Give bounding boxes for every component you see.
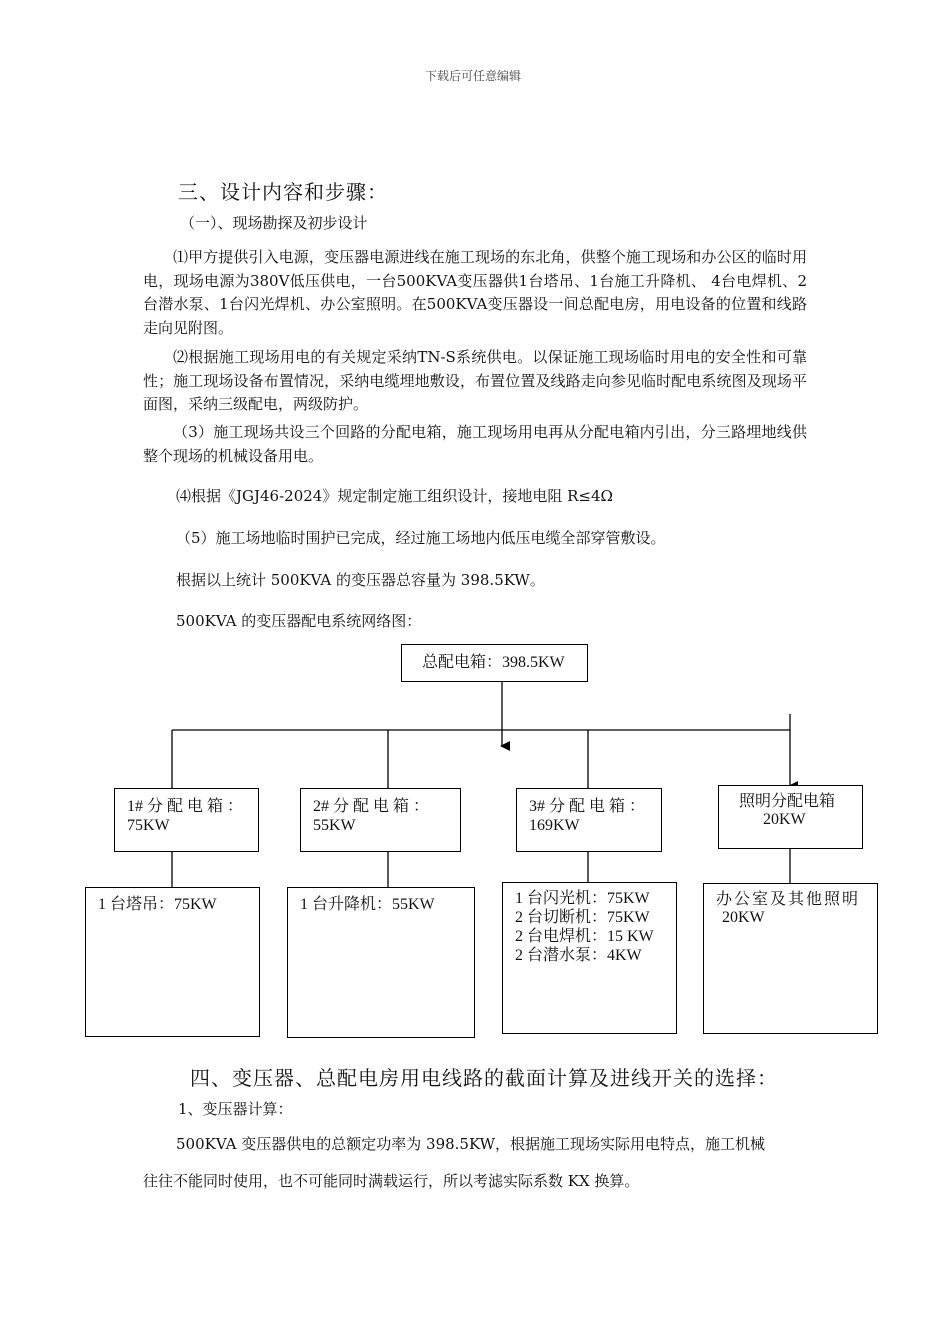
load-box-1 <box>85 887 260 1037</box>
main-box-label: 总配电箱：398.5KW <box>422 654 565 671</box>
sub-box-2 <box>300 788 461 852</box>
sub-box-2-power: 55KW <box>313 817 356 834</box>
load-4-line-1: 办公室及其他照明 <box>716 891 861 908</box>
sub-box-1-title: 1# 分 配 电 箱 ： <box>127 798 244 815</box>
lighting-box-power: 20KW <box>763 811 806 828</box>
section-3-title: 三、设计内容和步骤： <box>178 180 388 204</box>
load-box-4 <box>703 883 878 1034</box>
diagram-caption: 500KVA 的变压器配电系统网络图： <box>176 612 422 630</box>
section-4-title: 四、变压器、总配电房用电线路的截面计算及进线开关的选择： <box>190 1066 778 1090</box>
load-3-line-1: 1 台闪光机：75KW <box>515 890 650 907</box>
subsection-title: （一）、现场勘探及初步设计 <box>180 214 368 232</box>
sub-box-3 <box>516 788 662 852</box>
sub-box-3-power: 169KW <box>529 817 580 834</box>
load-2-line: 1 台升降机：55KW <box>300 896 435 913</box>
page-header: 下载后可任意编辑 <box>425 69 522 83</box>
section-4-para-2: 往往不能同时使用，也不可能同时满载运行，所以考滤实际系数 KX 换算。 <box>143 1172 640 1190</box>
section-4-sub: 1、变压器计算： <box>178 1100 293 1118</box>
load-box-2 <box>287 887 475 1038</box>
section-4-para-1: 500KVA 变压器供电的总额定功率为 398.5KW，根据施工现场实际用电特点，施工机械 <box>176 1135 766 1153</box>
sub-box-2-title: 2# 分 配 电 箱 ： <box>313 798 430 815</box>
paragraph-5: （5）施工场地临时围护已完成，经过施工场地内低压电缆全部穿管敷设。 <box>176 529 666 547</box>
load-3-line-3: 2 台电焊机：15 KW <box>515 928 654 945</box>
main-distribution-box <box>401 644 588 682</box>
load-4-line-2: 20KW <box>722 909 765 926</box>
sub-box-3-title: 3# 分 配 电 箱 ： <box>529 798 646 815</box>
lighting-box-title: 照明分配电箱 <box>739 793 836 810</box>
paragraph-3: （3）施工现场共设三个回路的分配电箱，施工现场用电再从分配电箱内引出，分三路埋地线供整个现场的机械设备用电。 <box>143 423 807 465</box>
lighting-box <box>718 785 863 849</box>
paragraph-4: ⑷根据《JGJ46-2024》规定制定施工组织设计，接地电阻 R≤4Ω <box>176 487 613 505</box>
paragraph-2: ⑵根据施工现场用电的有关规定采纳TN-S系统供电。以保证施工现场临时用电的安全性和可靠性；施工现场设备布置情况，采纳电缆埋地敷设，布置位置及线路走向参见临时配电系统图及现场平面图，采纳三级配电，两级防护。 <box>143 348 807 413</box>
paragraph-6: 根据以上统计 500KVA 的变压器总容量为 398.5KW。 <box>176 571 545 589</box>
load-3-line-2: 2 台切断机：75KW <box>515 909 650 926</box>
paragraph-1: ⑴甲方提供引入电源，变压器电源进线在施工现场的东北角，供整个施工现场和办公区的临时用电，现场电源为380V低压供电，一台500KVA变压器供1台塔吊、1台施工升降机、 4台电焊机、2台潜水泵、1台闪光焊机、办公室照明。在500KVA变压器设一间总配电房，用电设备的位置和线路走向见附图。 <box>143 248 807 337</box>
sub-box-1-power: 75KW <box>127 817 170 834</box>
load-1-line: 1 台塔吊：75KW <box>98 896 217 913</box>
load-box-3 <box>502 882 677 1034</box>
sub-box-1 <box>114 788 259 852</box>
load-3-line-4: 2 台潜水泵：4KW <box>515 947 642 964</box>
